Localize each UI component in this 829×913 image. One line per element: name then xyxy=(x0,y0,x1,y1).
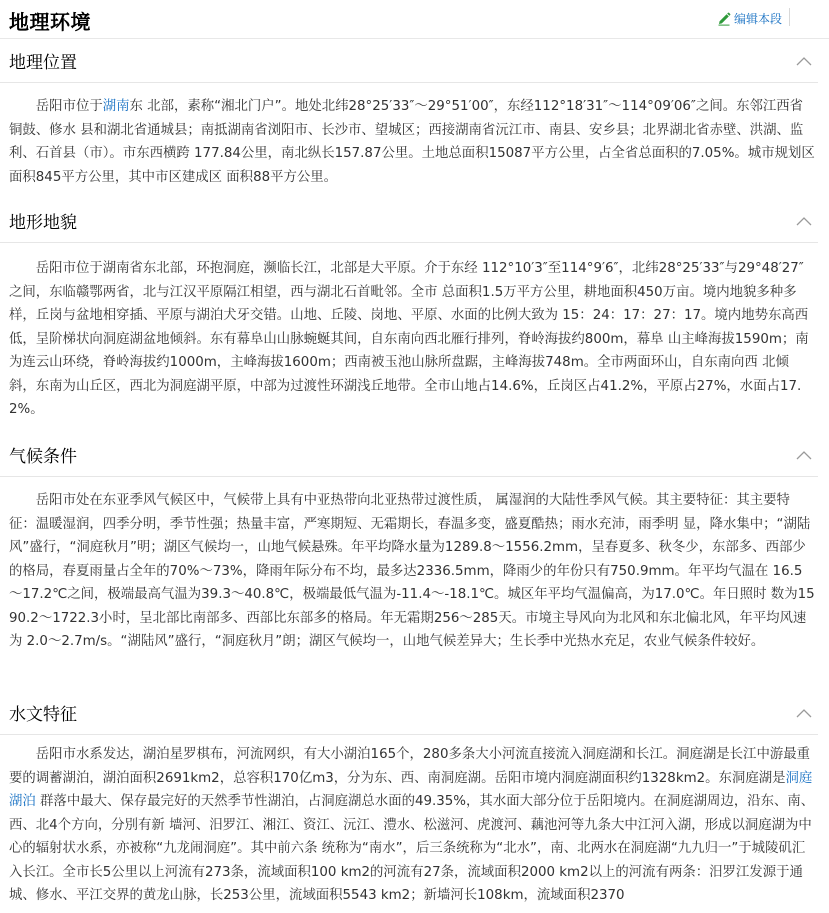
paragraph-location xyxy=(9,95,815,189)
paragraph-terrain xyxy=(9,257,815,422)
section-header xyxy=(0,0,829,39)
chevron-up-icon[interactable] xyxy=(796,56,812,66)
section-title-hydrology: 水文特征 xyxy=(9,705,77,725)
paragraph-text: 岳阳市处在东亚季风气候区中，气候带上具有中亚热带向北亚热带过渡性质， 属湿润的大陆性季风气候。其主要特征：其主要特征：温暖湿润，四季分明，季节性强；热量丰富，严寒期短、无霜期长，春温多变，盛夏酷热；雨水充沛，雨季明 显，降水集中；“湖陆风”盛行，“洞庭秋月”明；湖区气候均一，山地气候悬殊。年平均降水量为1289.8～1556.2mm，呈春夏多、秋冬少，东部多、西部少的格局，春夏雨量占全年的70%～73%，降雨年际分布不均，最多达2336.5mm，降雨少的年份只有750.9mm。年平均气温在 16.5～17.2℃之间，极端最高气温为39.3～40.8℃，极端最低气温为-11.4～-18.1℃。城区年平均气温偏高，为17.0℃。年日照时 数为1590.2～1722.3小时，呈北部比南部多、西部比东部多的格局。年无霜期256～285天。市境主导风向为北风和东北偏北风，年平均风速为 2.0～2.7m/s。“湖陆风”盛行，“洞庭秋月”朗；湖区气候均一，山地气候差异大；生长季中光热水充足，农业气候条件较好。 xyxy=(9,493,815,649)
paragraph-climate xyxy=(9,489,815,654)
paragraph-hydrology xyxy=(9,743,815,908)
section-divider xyxy=(0,242,818,243)
edit-section-label: 编辑本段 xyxy=(734,12,783,26)
section-divider xyxy=(0,734,818,735)
paragraph-text: 岳阳市位于湖南省东北部，环抱洞庭，濒临长江，北部是大平原。介于东经 112°10′3″至114°9′6″，北纬28°25′33″与29°48′27″之间，东临赣鄂两省，北与江汉平原隔江相望，西与湖北石首毗邻。全市 总面积1.5万平方公里，耕地面积450万亩。境内地貌多种多样，丘岗与盆地相穿插、平原与湖泊犬牙交错。山地、丘陵、岗地、平原、水面的比例大致为 15：24：17：27：17。境内地势东高西低，呈阶梯状向洞庭湖盆地倾斜。东有幕阜山山脉蜿蜒其间，自东南向西北雁行排列，脊岭海拔约800m，幕阜 山主峰海拔1590m；南为连云山环绕，脊岭海拔约1000m，主峰海拔1600m；西南被玉池山脉所盘踞，主峰海拔748m。全市两面环山，自东南向西 北倾斜，东南为山丘区，西北为洞庭湖平原，中部为过渡性环湖浅丘地带。全市山地占14.6%，丘岗区占41.2%，平原占27%，水面占17.2%。 xyxy=(9,261,809,417)
paragraph-text: 群落中最大、保存最完好的天然季节性湖泊，占洞庭湖总水面的49.35%，其水面大部分位于岳阳境内。在洞庭湖周边，沿东、南、西、北4个方向，分別有新 墙河、汨罗江、湘江、资江、沅江、澧水、松滋河、虎渡河、藕池河等九条大中江河入湖，形成以洞庭湖为中心的辐射状水系，亦被称“九龙闹洞庭”。其中前六条 统称为“南水”，后三条统称为“北水”，南、北两水在洞庭湖“九九归一”于城陵矶汇入长江。全市长5公里以上河流有273条，流域面积100 km2的河流有27条，流域面积2000 km2以上的河流有两条：汨罗江发源于通城、修水、平江交界的黄龙山脉，长253公里，流域面积5543 km2；新墙河长108km，流域面积2370 xyxy=(9,794,815,903)
chevron-up-icon[interactable] xyxy=(796,708,812,718)
section-title-climate: 气候条件 xyxy=(9,447,77,467)
paragraph-text: 东 北部，素称“湘北门户”。地处北纬28°25′33″～29°51′00″，东经112°18′31″～114°09′06″之间。东邻江西省铜鼓、修水 县和湖北省通城县；南抵湖南省浏阳市、长沙市、望城区；西接湖南省沅江市、南县、安乡县；北界湖北省赤壁、洪湖、监利、石首县（市）。市东西横跨 177.84公里，南北纵长157.87公里。土地总面积15087平方公里，占全省总面积的7.05%。城市规划区面积845平方公里，其中市区建成区 面积88平方公里。 xyxy=(9,99,815,185)
header-divider xyxy=(789,8,790,26)
page-title: 地理环境 xyxy=(9,10,91,34)
section-divider xyxy=(0,476,818,477)
paragraph-text: 岳阳市位于 xyxy=(35,99,103,114)
paragraph-text: 岳阳市水系发达，湖泊星罗棋布，河流网织，有大小湖泊165个，280多条大小河流直接流入洞庭湖和长江。洞庭湖是长江中游最重要的调蓄湖泊，湖泊面积2691km2，总容积170亿m3，分为东、西、南洞庭湖。岳阳市境内洞庭湖面积约1328km2。东洞庭湖是 xyxy=(9,747,811,786)
inline-link[interactable]: 洞庭湖泊 xyxy=(9,770,813,809)
inline-link[interactable]: 湖南 xyxy=(102,99,130,114)
section-divider xyxy=(0,82,818,83)
chevron-up-icon[interactable] xyxy=(796,450,812,460)
section-title-location: 地理位置 xyxy=(9,53,77,73)
edit-section-button[interactable] xyxy=(717,10,782,27)
chevron-up-icon[interactable] xyxy=(796,216,812,226)
pencil-icon xyxy=(717,12,731,26)
section-title-terrain: 地形地貌 xyxy=(9,213,77,233)
